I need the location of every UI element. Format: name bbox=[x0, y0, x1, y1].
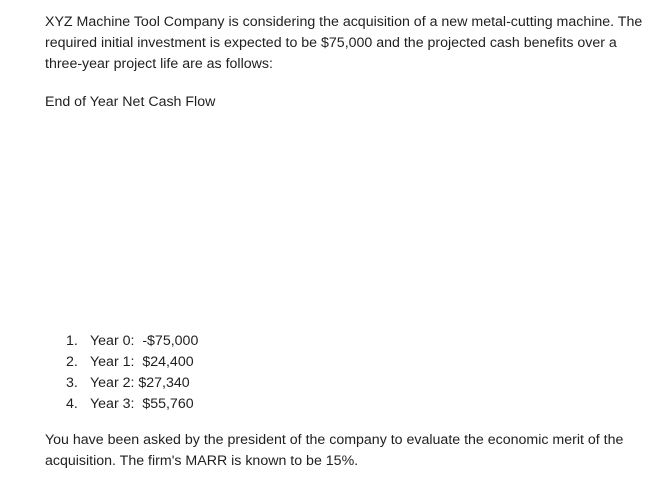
list-item-number: 2. bbox=[66, 354, 78, 370]
cash-flow-list bbox=[66, 331, 198, 415]
list-item bbox=[66, 394, 198, 415]
list-item bbox=[66, 331, 198, 352]
list-item-number: 4. bbox=[66, 396, 78, 412]
cash-flow-heading: End of Year Net Cash Flow bbox=[45, 94, 216, 110]
list-item-text: Year 2: $27,340 bbox=[90, 375, 190, 391]
list-item-text: Year 1: $24,400 bbox=[90, 354, 194, 370]
list-item bbox=[66, 373, 198, 394]
outro-paragraph: You have been asked by the president of the company to evaluate the economic merit of the acquisition. The firm's MARR is known to be 15%. bbox=[45, 432, 624, 469]
intro-paragraph: XYZ Machine Tool Company is considering the acquisition of a new metal-cutting machine. The required initial investment is expected to be $75,000 and the projected cash benefits over a three-year project life are as follows: bbox=[45, 14, 643, 72]
list-item-text: Year 0: -$75,000 bbox=[90, 333, 199, 349]
list-item-text: Year 3: $55,760 bbox=[90, 396, 194, 412]
list-item-number: 3. bbox=[66, 375, 78, 391]
list-item-number: 1. bbox=[66, 333, 78, 349]
list-item bbox=[66, 352, 198, 373]
